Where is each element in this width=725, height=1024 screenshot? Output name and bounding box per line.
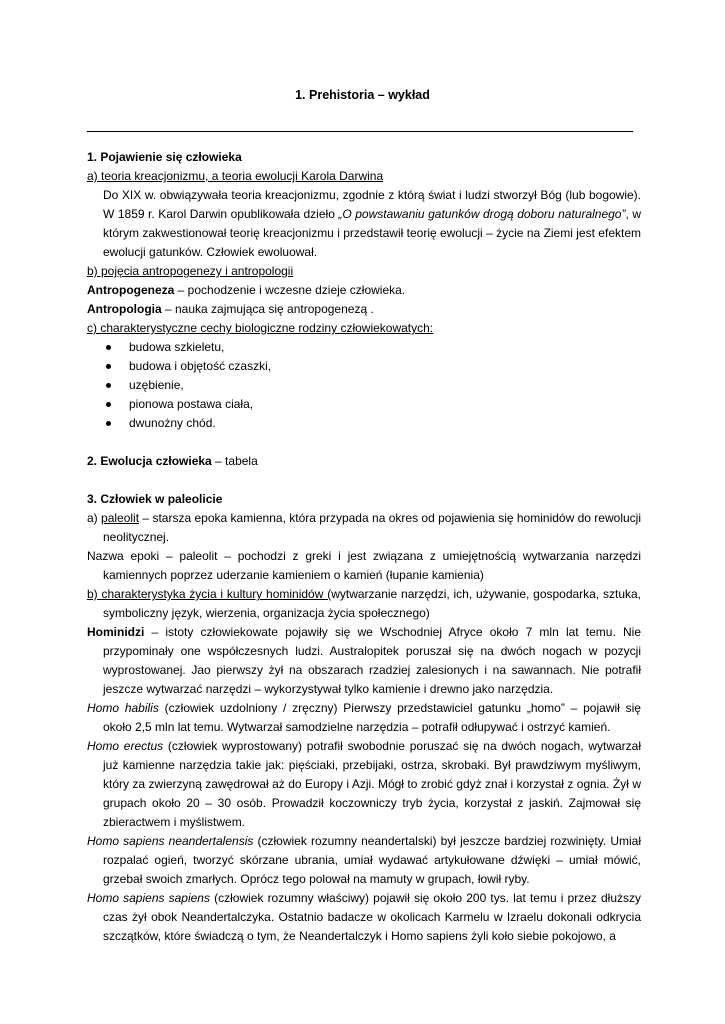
section-3a-paragraph bbox=[87, 509, 641, 547]
homo-neandertalensis-paragraph bbox=[87, 832, 641, 889]
section-2-heading-line bbox=[87, 452, 641, 471]
section-3b-heading: b) charakterystyka życia i kultury hominidów ( bbox=[87, 587, 332, 601]
definition-term: Antropologia bbox=[87, 302, 162, 316]
paragraph-text: – starsza epoka kamienna, która przypada na okres od pojawienia się hominidów do rewolucji neolitycznej. bbox=[103, 511, 641, 544]
species-name: Homo erectus bbox=[87, 739, 164, 753]
section-1a-heading: a) teoria kreacjonizmu, a teoria ewolucji Karola Darwina bbox=[87, 169, 384, 183]
definition-antropologia bbox=[87, 300, 641, 319]
page-title: 1. Prehistoria – wykład bbox=[295, 88, 430, 102]
definition-term: Hominidzi bbox=[87, 625, 145, 639]
list-item: budowa i objętość czaszki, bbox=[87, 357, 641, 376]
list-item: budowa szkieletu, bbox=[87, 338, 641, 357]
species-name: Homo sapiens neandertalensis bbox=[87, 834, 254, 848]
section-1a-paragraph bbox=[87, 186, 641, 262]
definition-antropogeneza bbox=[87, 281, 641, 300]
document-body bbox=[87, 148, 641, 946]
list-item: uzębienie, bbox=[87, 376, 641, 395]
homo-habilis-paragraph bbox=[87, 699, 641, 737]
paragraph-text: (człowiek uzdolniony / zręczny) Pierwszy przedstawiciel gatunku „homo” – pojawił się około 2,5 mln lat temu. Wytwarzał samodzielne narzędzia – potrafił odłupywać i ostrzyć kamień. bbox=[103, 701, 641, 734]
hominidzi-paragraph bbox=[87, 623, 641, 699]
section-1b-heading: b) pojęcia antropogenezy i antropologii bbox=[87, 264, 294, 278]
homo-erectus-paragraph bbox=[87, 737, 641, 832]
definition-text: – nauka zajmująca się antropogenezą . bbox=[161, 302, 374, 316]
paragraph-text: wytwarzanie narzędzi, ich, używanie, gospodarka, sztuka, symboliczny język, wierzenia, organizacja życia społecznego) bbox=[103, 587, 642, 620]
species-name: Homo habilis bbox=[87, 701, 159, 715]
species-name: Homo sapiens sapiens bbox=[87, 891, 210, 905]
title-divider bbox=[87, 131, 633, 132]
section-3b-paragraph bbox=[87, 585, 641, 623]
paragraph-text: Do XIX w. obwiązywała teoria kreacjonizmu, zgodnie z którą świat i ludzi stworzył Bóg (lub bogowie). W 1859 r. Karol Darwin opublikowała dzieło bbox=[103, 188, 641, 221]
definition-text: – pochodzenie i wczesne dzieje człowieka. bbox=[174, 283, 406, 297]
paragraph-text: (człowiek rozumny neandertalski) był jeszcze bardziej rozwinięty. Umiał rozpalać ogień, tworzyć skórzane ubrania, umiał wydawać artykułowane dźwięki – umiał mówić, grzebał swoich zmarłych. Oprócz tego polował na mamuty w grupach, łowił ryby. bbox=[103, 834, 642, 886]
book-title: „O powstawaniu gatunków drogą doboru naturalnego” bbox=[338, 207, 626, 221]
definition-term: Antropogeneza bbox=[87, 283, 175, 297]
section-1-heading: 1. Pojawienie się człowieka bbox=[87, 150, 242, 164]
section-2-heading: 2. Ewolucja człowieka bbox=[87, 454, 212, 468]
paragraph-text: – istoty człowiekowate pojawiły się we Wschodniej Afryce około 7 mln lat temu. Nie przypominały one współczesnych ludzi. Australopitek poruszał się na dwóch nogach w pozycji wyprostowanej. Jao pierwszy żył na obszarach rzadziej zalesionych i na sawannach. Nie potrafił jeszcze wytwarzać narzędzi – wykorzystywał tylko kamienie i drewno jako narzędzia. bbox=[103, 625, 641, 696]
term-paleolit: paleolit bbox=[101, 511, 140, 525]
list-item: dwunożny chód. bbox=[87, 414, 641, 433]
section-1c-heading: c) charakterystyczne cechy biologiczne rodziny człowiekowatych: bbox=[87, 321, 434, 335]
homo-sapiens-paragraph bbox=[87, 889, 641, 946]
features-list bbox=[87, 338, 641, 433]
section-3-heading: 3. Człowiek w paleolicie bbox=[87, 492, 223, 506]
list-item: pionowa postawa ciała, bbox=[87, 395, 641, 414]
section-2-note: – tabela bbox=[211, 454, 258, 468]
epoch-name-paragraph: Nazwa epoki – paleolit – pochodzi z greki i jest związana z umiejętnością wytwarzania narzędzi kamiennych poprzez uderzanie kamieniem o kamień (łupanie kamienia) bbox=[87, 549, 641, 582]
paragraph-text: (człowiek wyprostowany) potrafił swobodnie poruszać się na dwóch nogach, wytwarzał już kamienne narzędzia takie jak: pięściaki, przebijaki, ostrza, skrobaki. Był prawdziwym myśliwym, który za zwierzyną zawędrował aż do Europy i Azji. Mógł to zrobić gdyż znał i korzystał z ognia. Żył w grupach około 20 – 30 osób. Prowadził koczowniczy tryb życia, korzystał z jaskiń. Zajmował się zbieractwem i myślistwem. bbox=[103, 739, 642, 829]
item-prefix: a) bbox=[87, 511, 102, 525]
paragraph-text: , w którym zakwestionował teorię kreacjonizmu i przedstawił teorię ewolucji – życie na Ziemi jest efektem ewolucji gatunków. Człowiek ewoluował. bbox=[103, 207, 641, 259]
paragraph-text: (człowiek rozumny właściwy) pojawił się około 200 tys. lat temu i przez dłuższy czas żył obok Neandertalczyka. Ostatnio badacze w okolicach Karmelu w Izraelu dokonali odkrycia szczątków, które świadczą o tym, że Neandertalczyk i Homo sapiens żyli koło siebie pokojowo, a bbox=[103, 891, 642, 943]
